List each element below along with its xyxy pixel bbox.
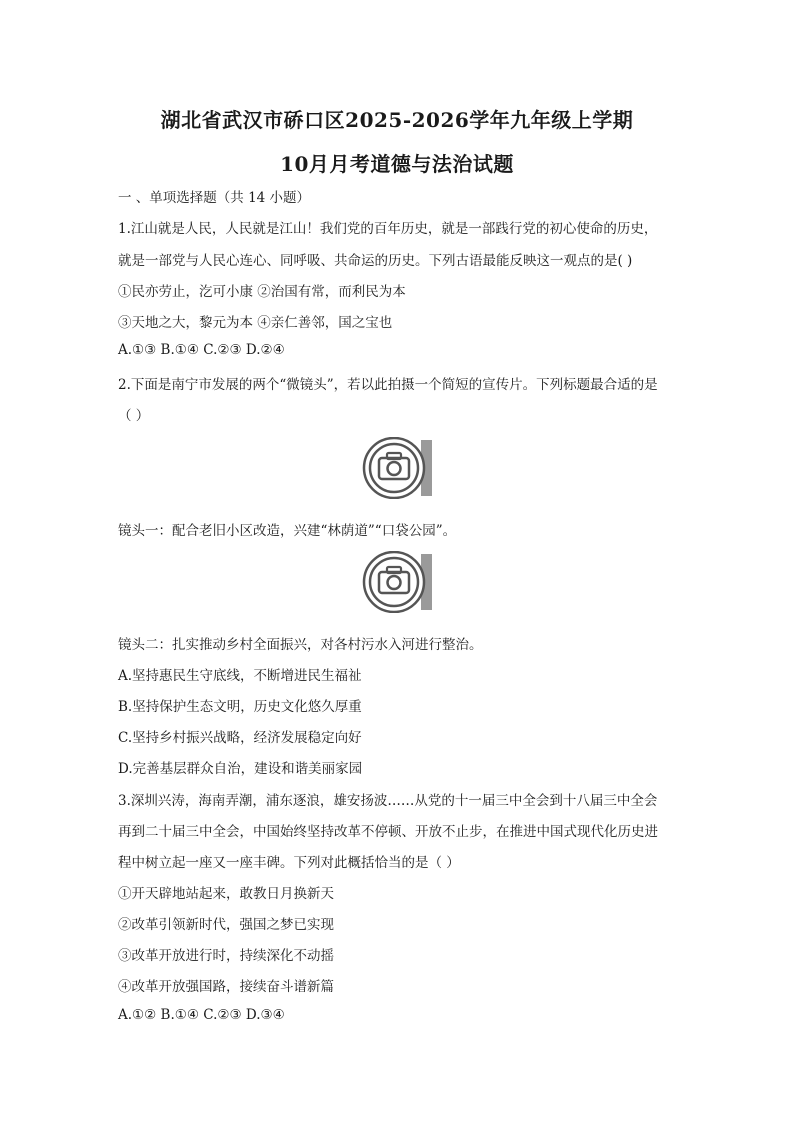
q3-option-4: ④改革开放强国路，接续奋斗谱新篇	[118, 979, 334, 995]
q3-option-3: ③改革开放进行时，持续深化不动摇	[118, 948, 334, 964]
q2-shot-2: 镜头二：扎实推动乡村全面振兴，对各村污水入河进行整治。	[118, 637, 483, 653]
page-title-line-1: 湖北省武汉市硚口区2025-2026学年九年级上学期	[160, 108, 634, 132]
q3-stem-line-1: 3.深圳兴涛，海南弄潮，浦东逐浪，雄安扬波……从党的十一届三中全会到十八届三中全会	[118, 793, 658, 809]
camera-icon	[361, 551, 433, 613]
q1-answer-choices: A.①③ B.①④ C.②③ D.②④	[118, 342, 285, 358]
q2-shot-1: 镜头一：配合老旧小区改造，兴建“林荫道”“口袋公园”。	[118, 523, 457, 539]
q3-stem-line-3: 程中树立起一座又一座丰碑。下列对此概括恰当的是（ ）	[118, 855, 460, 871]
page-title-line-2: 10月月考道德与法治试题	[280, 152, 514, 176]
camera-icon	[361, 437, 433, 499]
q2-option-b: B.坚持保护生态文明，历史文化悠久厚重	[118, 699, 362, 715]
q3-option-1: ①开天辟地站起来，敢教日月换新天	[118, 886, 334, 902]
q1-options-line-1: ①民亦劳止，汔可小康 ②治国有常，而利民为本	[118, 284, 406, 300]
q2-stem-line-2: （ ）	[118, 408, 150, 424]
q3-answer-choices: A.①② B.①④ C.②③ D.③④	[118, 1007, 285, 1023]
q3-option-2: ②改革引领新时代，强国之梦已实现	[118, 917, 334, 933]
q1-stem-line-2: 就是一部党与人民心连心、同呼吸、共命运的历史。下列古语最能反映这一观点的是( )	[118, 253, 633, 269]
section-heading: 一 、单项选择题（共 14 小题）	[118, 190, 311, 206]
q2-option-d: D.完善基层群众自治，建设和谐美丽家园	[118, 761, 363, 777]
q1-stem-line-1: 1.江山就是人民，人民就是江山！我们党的百年历史，就是一部践行党的初心使命的历史，	[118, 221, 658, 237]
q2-option-a: A.坚持惠民生守底线，不断增进民生福祉	[118, 668, 362, 684]
q2-option-c: C.坚持乡村振兴战略，经济发展稳定向好	[118, 730, 362, 746]
q1-options-line-2: ③天地之大，黎元为本 ④亲仁善邻，国之宝也	[118, 315, 393, 331]
q2-stem-line-1: 2.下面是南宁市发展的两个“微镜头”，若以此拍摄一个简短的宣传片。下列标题最合适的是	[118, 377, 658, 393]
q3-stem-line-2: 再到二十届三中全会，中国始终坚持改革不停顿、开放不止步，在推进中国式现代化历史进	[118, 824, 658, 840]
